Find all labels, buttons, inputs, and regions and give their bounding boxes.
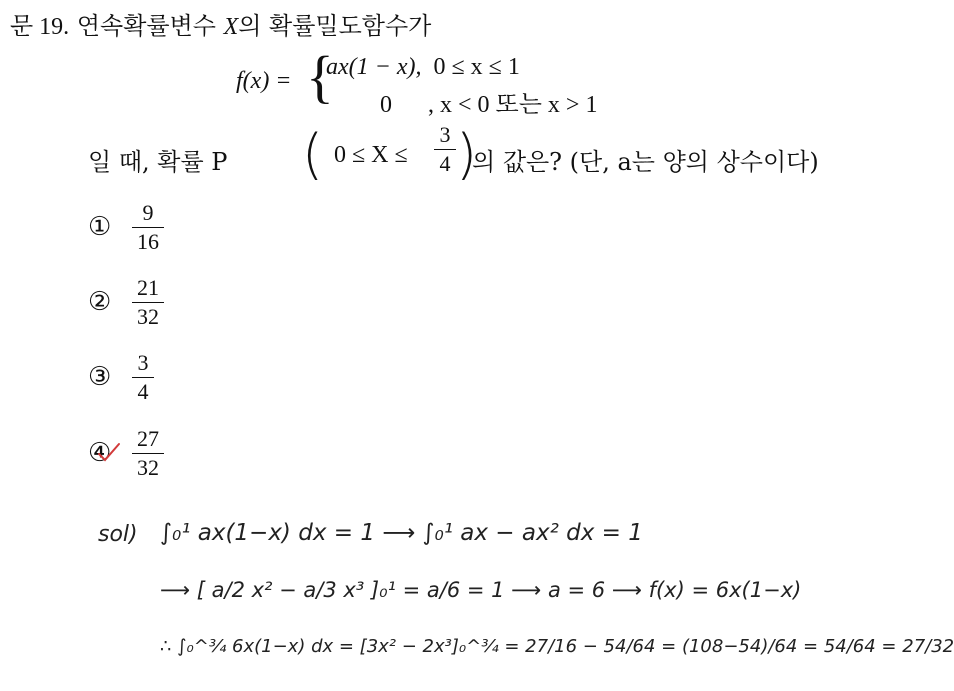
question-text-pre: 연속확률변수 xyxy=(76,12,224,40)
case-2-expr: 0 xyxy=(380,92,392,118)
choice-1-num: 9 xyxy=(142,200,154,225)
prompt-post: 의 값은? (단, a는 양의 상수이다) xyxy=(472,148,819,176)
choice-4-den: 32 xyxy=(137,455,159,480)
solution-label: sol) xyxy=(98,522,138,547)
choice-4-fraction xyxy=(132,428,164,479)
choice-3-mark: ③ xyxy=(88,362,112,392)
case-1 xyxy=(326,54,520,81)
choice-3-fraction xyxy=(132,352,154,403)
right-paren: ) xyxy=(456,123,478,186)
choice-2-num: 21 xyxy=(137,275,159,300)
piecewise-function xyxy=(236,44,656,118)
choice-3-den: 4 xyxy=(137,379,149,404)
choice-1[interactable] xyxy=(88,202,288,258)
choice-3[interactable] xyxy=(88,352,288,408)
case-1-cond: 0 ≤ x ≤ 1 xyxy=(433,54,520,80)
choice-4[interactable] xyxy=(88,428,288,484)
checkmark-icon xyxy=(96,440,122,466)
left-brace: { xyxy=(306,44,334,109)
fraction-bar xyxy=(132,302,164,303)
prob-numerator: 3 xyxy=(439,122,451,147)
solution-line-2: ⟶ [ a/2 x² − a/3 x³ ]₀¹ = a/6 = 1 ⟶ a = 6 ⟶ f(x) = 6x(1−x) xyxy=(160,578,802,602)
fraction-bar xyxy=(132,453,164,454)
prompt-pre: 일 때, 확률 P xyxy=(88,148,228,176)
prob-inner: 0 ≤ X ≤ xyxy=(334,142,408,168)
choice-1-fraction xyxy=(132,202,164,253)
choice-3-num: 3 xyxy=(137,350,149,375)
fraction-bar xyxy=(132,377,154,378)
case-2-cond: , x < 0 또는 x > 1 xyxy=(428,92,598,118)
function-name: f(x) = xyxy=(236,68,292,94)
question-body xyxy=(88,122,819,186)
choice-2-den: 32 xyxy=(137,304,159,329)
choice-1-mark: ① xyxy=(88,212,112,242)
choice-2[interactable] xyxy=(88,277,288,333)
case-2 xyxy=(326,84,597,119)
choice-2-fraction xyxy=(132,277,164,328)
solution-line-1: ∫₀¹ ax(1−x) dx = 1 ⟶ ∫₀¹ ax − ax² dx = 1 xyxy=(160,520,643,546)
choice-1-den: 16 xyxy=(137,229,159,254)
question-text-post: 의 확률밀도함수가 xyxy=(238,12,432,40)
question-variable: X xyxy=(223,14,239,40)
solution-line-3: ∴ ∫₀^¾ 6x(1−x) dx = [3x² − 2x³]₀^¾ = 27/16 − 54/64 = (108−54)/64 = 54/64 = 27/32 xyxy=(160,636,954,657)
choice-4-num: 27 xyxy=(137,426,159,451)
fraction-bar xyxy=(132,227,164,228)
case-1-expr: ax(1 − x), xyxy=(326,54,422,80)
fraction-bar xyxy=(434,149,456,150)
prob-fraction xyxy=(434,124,456,175)
left-paren: ( xyxy=(302,123,324,186)
choice-4-mark: ④ xyxy=(88,438,112,468)
question-header xyxy=(10,6,431,41)
prob-denominator: 4 xyxy=(439,151,451,176)
choice-2-mark: ② xyxy=(88,287,112,317)
question-number: 문 19. xyxy=(10,14,70,40)
